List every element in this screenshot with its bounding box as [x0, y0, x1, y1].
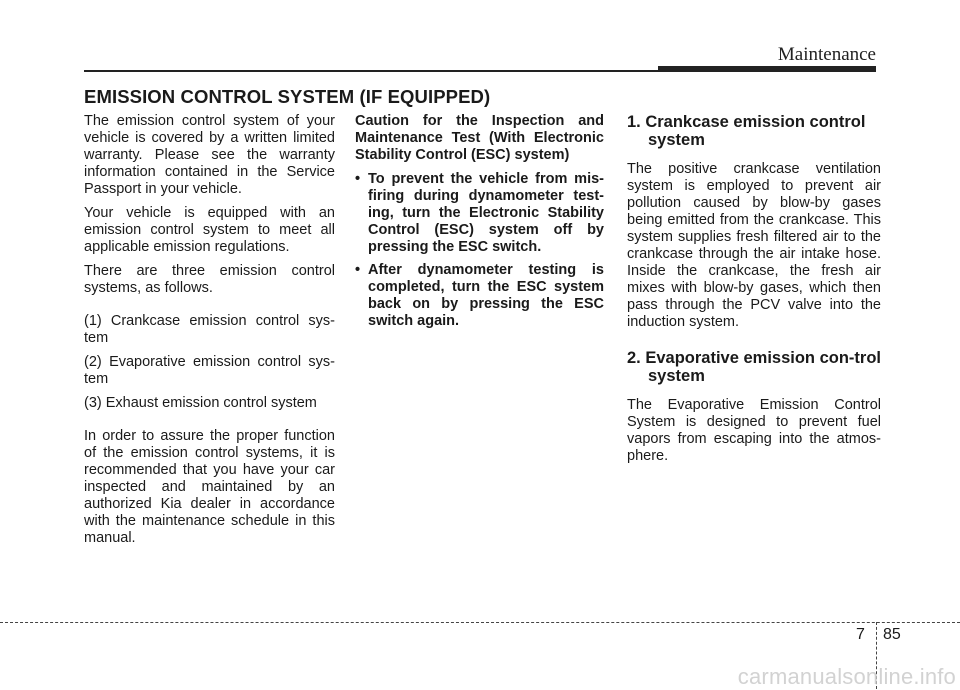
- caution-bullet-text: After dynamometer testing is completed, turn the ESC system back on by pressing the ESC switch again.: [368, 262, 604, 329]
- running-header: Maintenance: [777, 44, 876, 65]
- caution-list: [355, 171, 604, 330]
- column-3: [627, 113, 881, 472]
- system-list-item: (2) Evaporative emission control sys-tem: [84, 354, 335, 387]
- caution-title: Caution for the Inspection and Maintenance Test (With Electronic Stability Control (ESC) system): [355, 113, 604, 163]
- equipped-paragraph: Your vehicle is equipped with an emission control system to meet all applicable emission regulations.: [84, 205, 335, 255]
- crankcase-heading: 1. Crankcase emission control system: [627, 113, 866, 149]
- bullet-icon: •: [355, 171, 361, 187]
- system-list-item: (3) Exhaust emission control system: [84, 395, 317, 411]
- crankcase-paragraph: The positive crankcase ventilation system is employed to prevent air pollution caused by blow-by gases being emitted from the crankcase. This system supplies fresh filtered air to the crankcase through the air intake hose. Inside the crankcase, the fresh air mixes with blow-by gases, which then pass through the PCV valve into the induction system.: [627, 161, 881, 330]
- caution-bullet-item: [355, 262, 604, 330]
- chapter-number: 7: [856, 626, 865, 643]
- header-rule-thin: [84, 70, 660, 72]
- column-1: [84, 113, 335, 554]
- systems-intro-paragraph: There are three emission control systems, as follows.: [84, 263, 335, 296]
- section-title: EMISSION CONTROL SYSTEM (IF EQUIPPED): [84, 86, 491, 107]
- footer-divider: [0, 622, 960, 623]
- header-rule-thick: [658, 66, 876, 72]
- bullet-icon: •: [355, 262, 361, 278]
- evaporative-paragraph: The Evaporative Emission Control System is designed to prevent fuel vapors from escaping into the atmos-phere.: [627, 397, 881, 464]
- column-2: [355, 113, 604, 336]
- page-number: 85: [883, 626, 901, 643]
- watermark: carmanualsonline.info: [737, 664, 956, 689]
- caution-bullet-item: [355, 171, 604, 256]
- system-list-item: (1) Crankcase emission control sys-tem: [84, 313, 335, 346]
- maintenance-paragraph: In order to assure the proper function of the emission control systems, it is recommended that you have your car inspected and maintained by an authorized Kia dealer in accordance with the maintenance schedule in this manual.: [84, 428, 335, 546]
- intro-paragraph: The emission control system of your vehicle is covered by a written limited warranty. Please see the warranty information contained in the Service Passport in your vehicle.: [84, 113, 335, 197]
- caution-bullet-text: To prevent the vehicle from mis-firing during dynamometer test-ing, turn the Electronic Stability Control (ESC) system off by pressing the ESC switch.: [368, 171, 604, 255]
- evaporative-heading: 2. Evaporative emission con-trol system: [627, 349, 881, 385]
